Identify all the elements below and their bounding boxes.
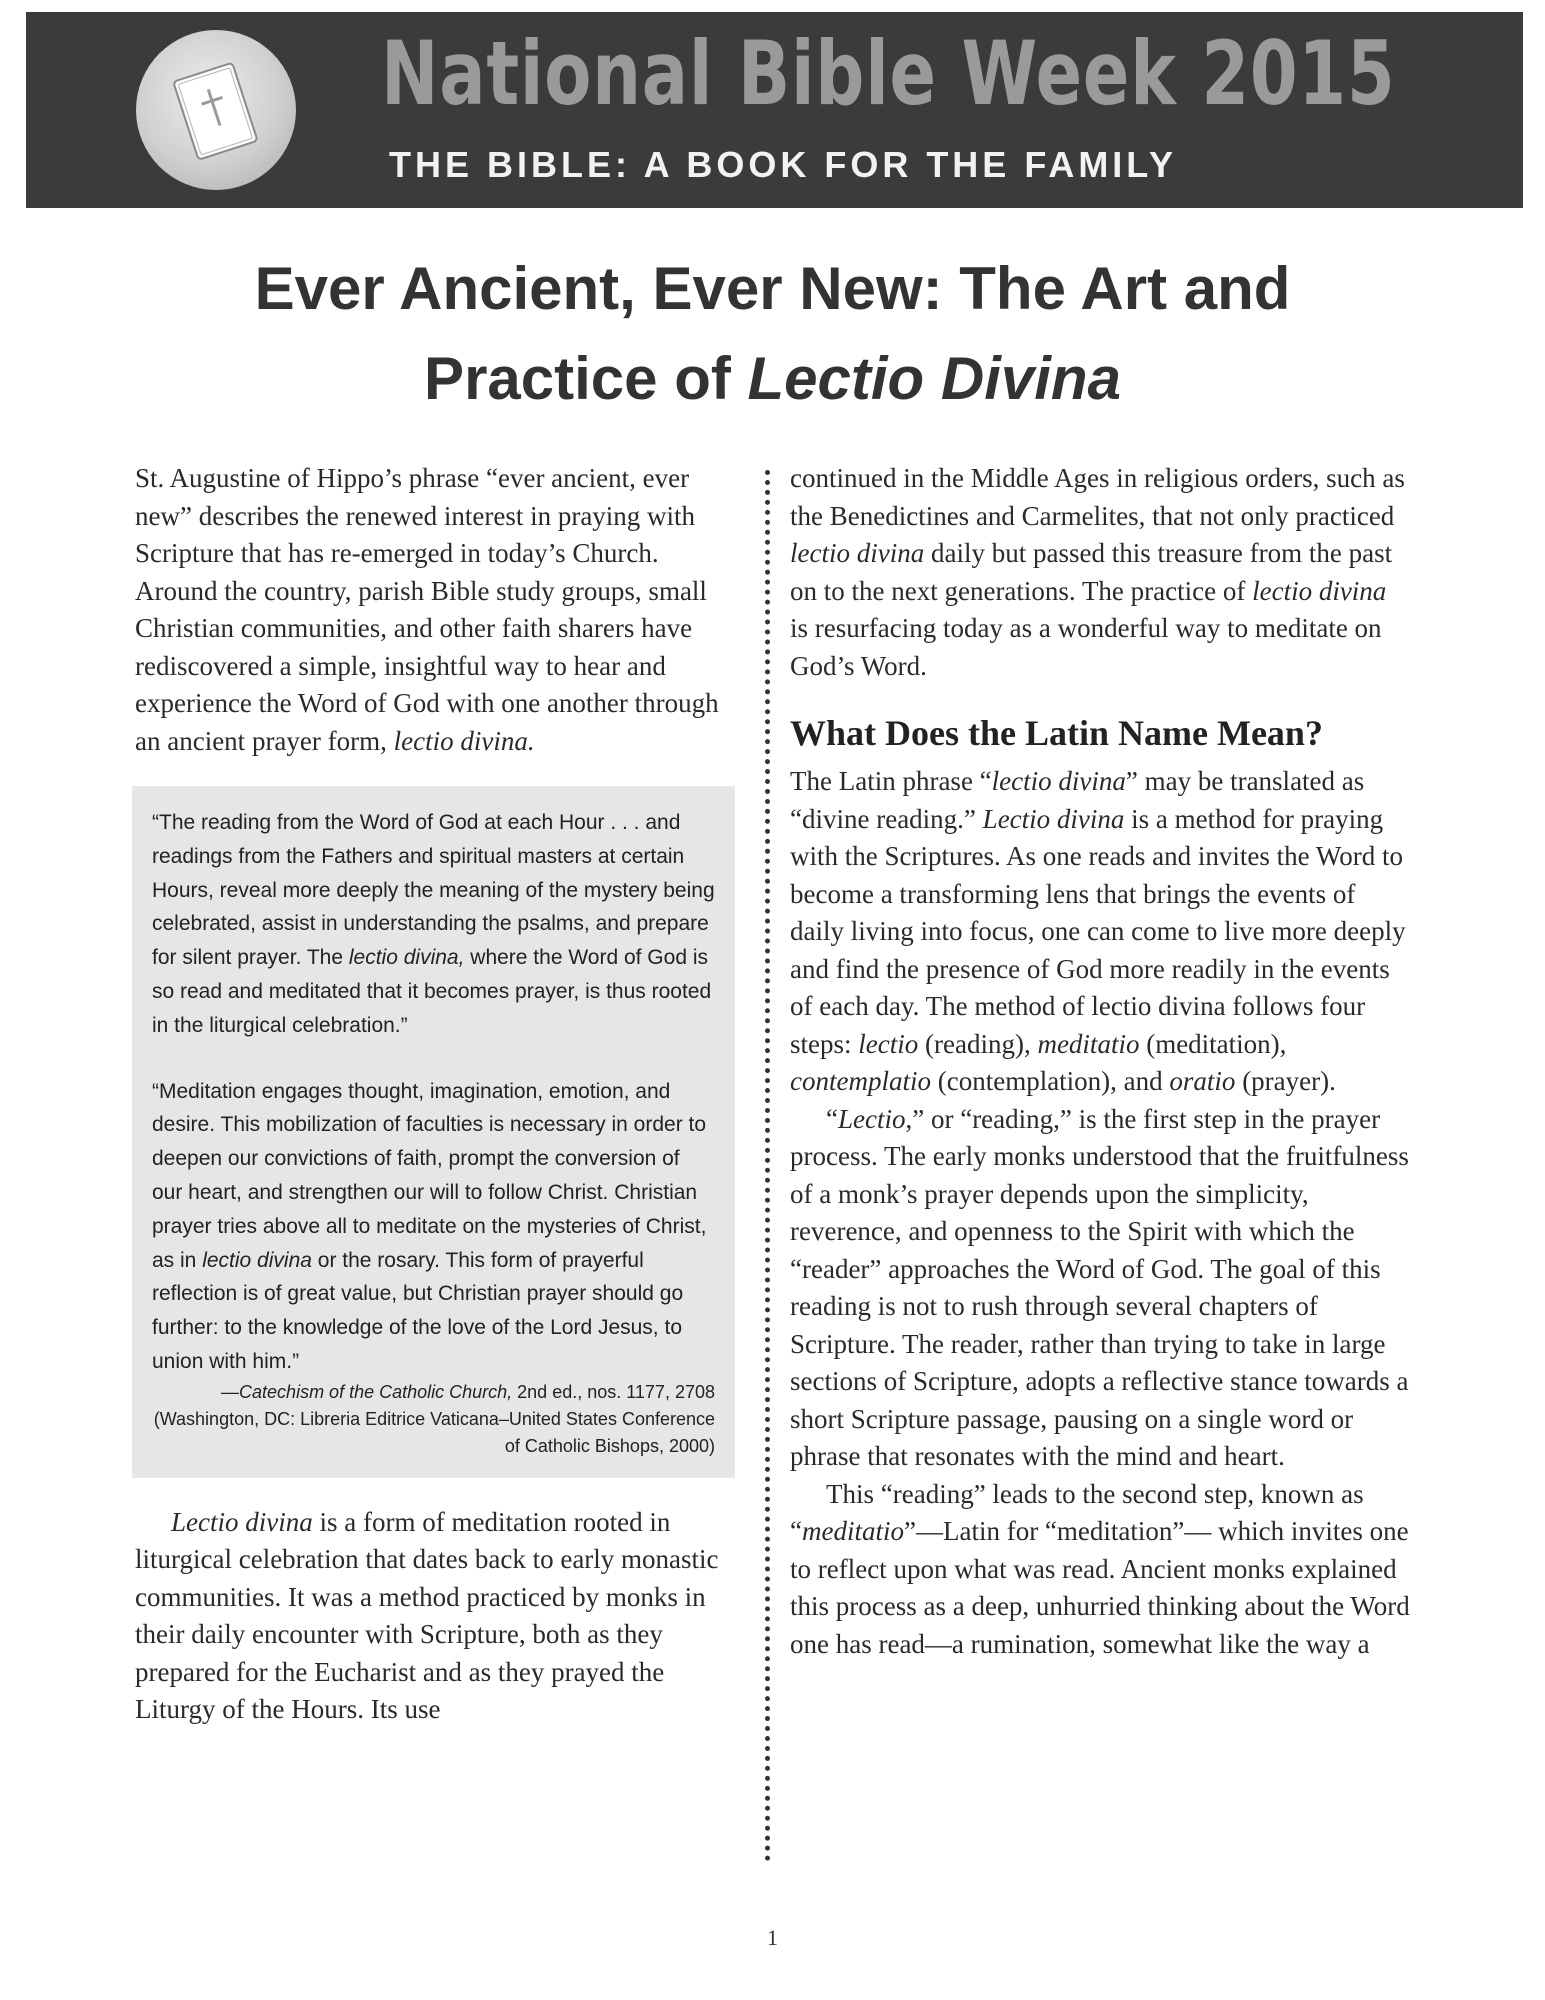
left-column — [135, 460, 735, 1729]
cont-text-a: continued in the Middle Ages in religious orders, such as the Benedictines and Carmelites, that not only practiced — [790, 463, 1405, 531]
p1-text-a: The Latin phrase “ — [790, 766, 992, 796]
left-paragraph-2 — [135, 1504, 735, 1729]
cont-italic-2: lectio divina — [1252, 575, 1387, 606]
p1-text-e: (meditation), — [1139, 1028, 1287, 1059]
citation-text: 2nd ed., nos. 1177, 2708 (Washington, DC: Libreria Editrice Vaticana–United States Conference of Catholic Bishops, 2000) — [153, 1381, 715, 1456]
quote-2-text-a: “Meditation engages thought, imagination, emotion, and desire. This mobilization of faculties is necessary in order to deepen our convictions of faith, prompt the conversion of our heart, and strengthen our will to follow Christ. Christian prayer tries above all to meditate on the mysteries of Christ, as in — [152, 1079, 707, 1272]
quote-1-italic: lectio divina, — [348, 946, 465, 970]
p1-italic-6: oratio — [1169, 1066, 1236, 1096]
left-paragraph-2-text: is a form of meditation rooted in liturgical celebration that dates back to early monastic communities. It was a method practiced by monks in their daily encounter with Scripture, both as they prepared for the Eucharist and as they prayed the Liturgy of the Hours. Its use — [135, 1506, 719, 1725]
banner-title: National Bible Week 2015 — [381, 22, 1396, 125]
p1-italic-5: contemplatio — [790, 1066, 931, 1096]
quote-box — [132, 786, 735, 1478]
quote-1-text-a: “The reading from the Word of God at each Hour . . . and readings from the Fathers and spiritual masters at certain Hours, reveal more deeply the meaning of the mystery being celebrated, assist in understanding the psalms, and prepare for silent prayer. The — [152, 811, 715, 970]
left-paragraph-2-italic: Lectio divina — [171, 1506, 313, 1537]
banner-subtitle: THE BIBLE: A BOOK FOR THE FAMILY — [389, 144, 1178, 185]
p1-text-c: is a method for praying with the Scriptures. As one reads and invites the Word to become a transforming lens that brings the events of daily living into focus, one can come to live more deeply and find the presence of God more readily in the events of each day. The method of lectio divina follows four steps: — [790, 803, 1406, 1059]
p1-text-b: ” may be translated as “divine reading.” — [790, 766, 1365, 834]
right-column — [790, 460, 1410, 1663]
column-divider — [765, 470, 770, 1862]
right-paragraph-1 — [790, 763, 1410, 1101]
quote-2 — [152, 1075, 715, 1379]
citation-dash: — — [221, 1381, 240, 1402]
p1-text-g: (prayer). — [1235, 1066, 1336, 1096]
p2-text-b: ,” or “reading,” is the first step in the prayer process. The early monks understood that the fruitfulness of a monk’s prayer depends upon the simplicity, reverence, and openness to the Spirit with which the “reader” approaches the Word of God. The goal of this reading is not to rush through several chapters of Scripture. The reader, rather than trying to take in large sections of Scripture, adopts a reflective stance towards a short Scripture passage, pausing on a single word or phrase that resonates with the mind and heart. — [790, 1103, 1409, 1471]
page-number: 1 — [767, 1925, 778, 1950]
p1-italic-4: meditatio — [1037, 1028, 1140, 1059]
banner-emblem — [136, 30, 296, 190]
citation-italic: Catechism of the Catholic Church, — [239, 1381, 513, 1402]
article-headline — [0, 244, 1545, 424]
p1-italic-2: Lectio divina — [982, 803, 1125, 834]
p3-text-a: This “reading” leads to the second step, known as “ — [790, 1478, 1364, 1546]
intro-paragraph — [135, 460, 735, 760]
quote-1-text-b: where the Word of God is so read and meditated that it becomes prayer, is thus rooted in the liturgical celebration.” — [152, 946, 712, 1037]
banner — [26, 12, 1523, 208]
headline-line-1: Ever Ancient, Ever New: The Art and — [254, 255, 1291, 322]
right-continuation-paragraph — [790, 460, 1410, 685]
p3-italic-1: meditatio — [801, 1516, 904, 1546]
quote-citation — [152, 1379, 715, 1460]
p1-text-d: (reading), — [918, 1028, 1038, 1059]
intro-text: St. Augustine of Hippo’s phrase “ever ancient, ever new” describes the renewed interest in praying with Scripture that has re-emerged in today’s Church. Around the country, parish Bible study groups, small Christian communities, and other faith sharers have rediscovered a simple, insightful way to hear and experience the Word of God with one another through an ancient prayer form, — [135, 463, 719, 756]
p1-italic-1: lectio divina — [991, 766, 1126, 796]
intro-italic: lectio divina. — [393, 725, 535, 756]
p2-text-a: “ — [826, 1103, 838, 1134]
section-heading: What Does the Latin Name Mean? — [790, 713, 1323, 753]
cont-italic-1: lectio divina — [790, 538, 925, 568]
headline-line-2-prefix: Practice of — [424, 345, 748, 412]
p3-text-b: ”—Latin for “meditation”— which invites one to reflect upon what was read. Ancient monks explained this process as a deep, unhurried thinking about the Word one has read—a rumination, somewhat like the way a — [790, 1516, 1410, 1659]
right-paragraph-2 — [790, 1101, 1410, 1476]
quote-1 — [152, 806, 715, 1043]
headline-line-2-italic: Lectio Divina — [747, 345, 1121, 412]
p2-italic-1: Lectio — [837, 1103, 906, 1134]
cont-text-c: is resurfacing today as a wonderful way to meditate on God’s Word. — [790, 613, 1382, 681]
p1-text-f: (contemplation), and — [930, 1066, 1170, 1096]
quote-2-italic: lectio divina — [202, 1248, 312, 1272]
bible-icon — [158, 52, 274, 168]
right-paragraph-3 — [790, 1476, 1410, 1664]
p1-italic-3: lectio — [858, 1028, 919, 1059]
quote-2-text-b: or the rosary. This form of prayerful reflection is of great value, but Christian prayer should go further: to the knowledge of the love of the Lord Jesus, to union with him.” — [152, 1248, 684, 1373]
cont-text-b: daily but passed this treasure from the past on to the next generations. The practice of — [790, 538, 1393, 606]
